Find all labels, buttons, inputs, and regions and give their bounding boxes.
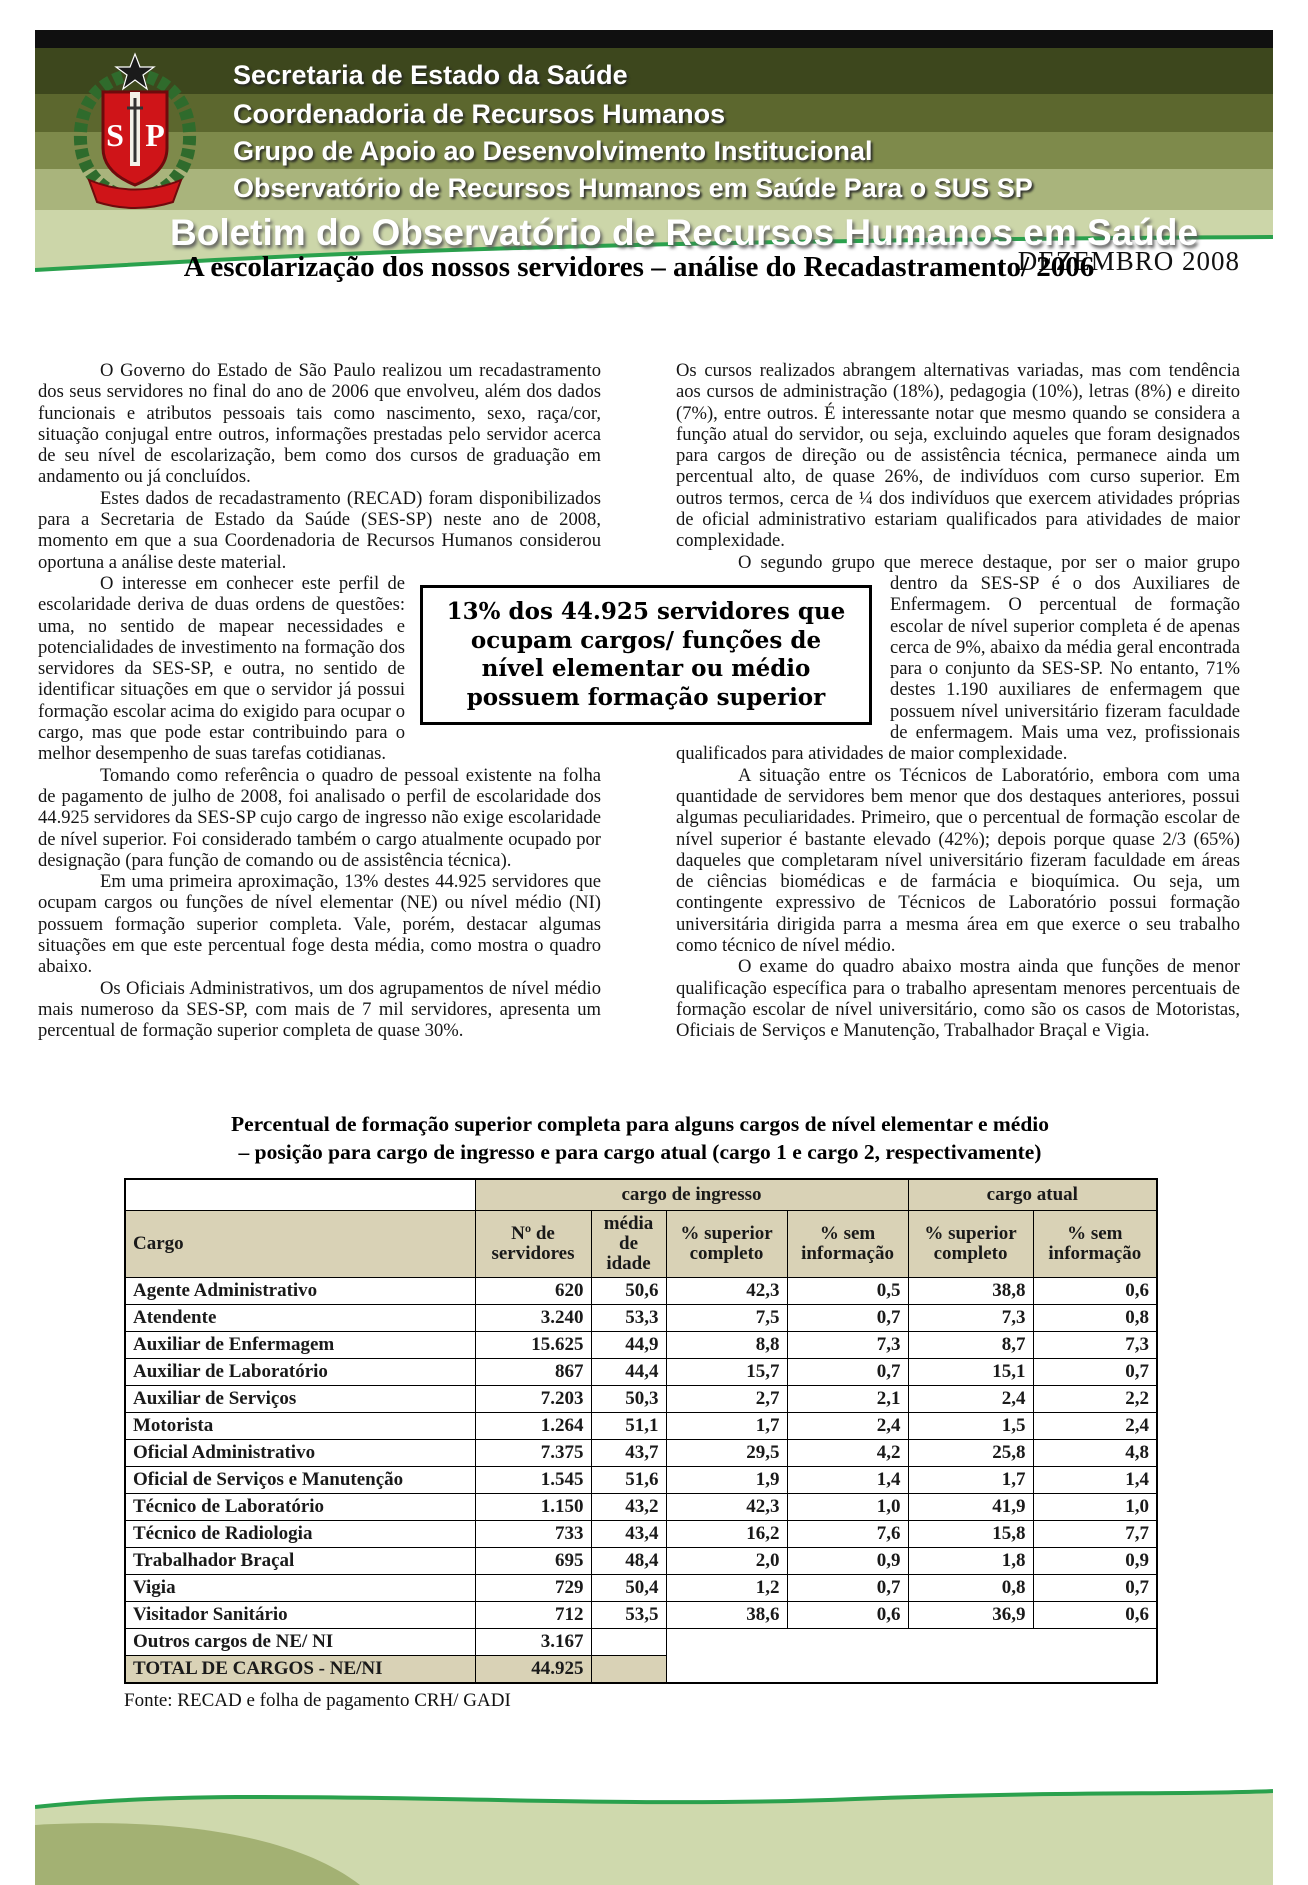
paragraph: Os Oficiais Administrativos, um dos agrupamentos de nível médio mais numeroso da SES-SP, com mais de 7 mil servidores, apresenta um percentual de formação superior completa de quase 30%.: [38, 977, 601, 1042]
paragraph: A situação entre os Técnicos de Laboratório, embora com uma quantidade de servidores bem menor que dos destaques anteriores, possui algumas peculiaridades. Primeiro, que o percentual de formação escolar de nível superior é bastante elevado (42%); depois porque quase 2/3 (65%) daqueles que completaram nível universitário fizeram faculdade em áreas de ciências biomédicas e de farmácia e bioquímica. Ou seja, um contingente expressivo de Técnicos de Laboratório possui formação universitária dirigida parra a mesma área em que exerce o seu trabalho como técnico de nível médio.: [676, 764, 1240, 957]
table-cell-blank: [666, 1656, 1157, 1684]
table-cell: 2,1: [787, 1386, 908, 1413]
table-cell: Técnico de Laboratório: [125, 1494, 475, 1521]
table-cell: 1,0: [1033, 1494, 1157, 1521]
org-line-coordenadoria: Coordenadoria de Recursos Humanos: [233, 99, 726, 129]
table-cell: 1,9: [666, 1467, 787, 1494]
table-row: [125, 1467, 1157, 1494]
table-cell: 43,7: [591, 1440, 666, 1467]
header-top-bar: [35, 30, 1273, 48]
org-line-grupo-apoio: Grupo de Apoio ao Desenvolvimento Institucional: [233, 136, 873, 166]
table-cell: 7,3: [908, 1305, 1033, 1332]
table-group-header-row: [125, 1179, 1157, 1211]
table-cell: 712: [475, 1602, 591, 1629]
table-cell: 867: [475, 1359, 591, 1386]
table-cell: 1,7: [908, 1467, 1033, 1494]
column-header-pct-sem-info-atual: % sem informação: [1033, 1211, 1157, 1278]
table-cell: Auxiliar de Laboratório: [125, 1359, 475, 1386]
table-cell: Visitador Sanitário: [125, 1602, 475, 1629]
table-cell: 2,4: [787, 1413, 908, 1440]
table-row: [125, 1440, 1157, 1467]
table-cell-empty: [591, 1656, 666, 1684]
table-cell: 695: [475, 1548, 591, 1575]
table-row-outros: [125, 1629, 1157, 1656]
paragraph: O Governo do Estado de São Paulo realizou um recadastramento dos seus servidores no final do ano de 2006 que envolveu, além dos dados funcionais e atributos pessoais tais como nascimento, sexo, raça/cor, situação conjugal entre outros, informações prestadas pelo servidor acerca de seu nível de escolarização, bem como dos cursos de graduação em andamento ou já concluídos.: [38, 360, 601, 488]
table-row-total: [125, 1656, 1157, 1684]
table-cell: 0,6: [1033, 1602, 1157, 1629]
table-cell: 53,5: [591, 1602, 666, 1629]
table-cell: 38,8: [908, 1278, 1033, 1305]
table-cell: 4,8: [1033, 1440, 1157, 1467]
education-by-position-table: [124, 1178, 1158, 1684]
table-row: [125, 1494, 1157, 1521]
table-cell-empty: [591, 1629, 666, 1656]
table-cell: 1,2: [666, 1575, 787, 1602]
table-cell: 43,4: [591, 1521, 666, 1548]
table-cell: 733: [475, 1521, 591, 1548]
table-cell: 7,6: [787, 1521, 908, 1548]
table-cell: Atendente: [125, 1305, 475, 1332]
table-cell: 729: [475, 1575, 591, 1602]
table-row: [125, 1386, 1157, 1413]
table-cell: 42,3: [666, 1278, 787, 1305]
table-cell: 16,2: [666, 1521, 787, 1548]
table-cell: 3.240: [475, 1305, 591, 1332]
issue-date: DEZEMBRO 2008: [1017, 246, 1240, 276]
table-cell: 1.264: [475, 1413, 591, 1440]
table-cell: 1.150: [475, 1494, 591, 1521]
paragraph-part: dentro da SES-SP é o dos Auxiliares de Enfermagem. O percentual de formação escolar de nível superior completa é de apenas cerca de 9%, abaixo da média geral encontrada para o conjunto da SES-SP. No entanto, 71% destes 1.190 auxiliares de enfermagem que possuem nível universitário fizeram faculdade de enfermagem. Mais uma vez, profissionais qualificados para atividades de maior complexidade.: [676, 572, 1240, 765]
table-row: [125, 1305, 1157, 1332]
table-caption-line2: – posição para cargo de ingresso e para cargo atual (cargo 1 e cargo 2, respectivamente): [238, 1140, 1042, 1164]
paragraph: Em uma primeira aproximação, 13% destes 44.925 servidores que ocupam cargos ou funções de nível elementar (NE) ou nível médio (NI) possuem formação superior completa. Vale, porém, destacar algumas situações em que este percentual foge desta média, como mostra o quadro abaixo.: [38, 871, 601, 978]
table-cell: 7,3: [1033, 1332, 1157, 1359]
table-cell: 44,9: [591, 1332, 666, 1359]
table-row: [125, 1278, 1157, 1305]
table-cell: 50,3: [591, 1386, 666, 1413]
table-cell: 0,8: [1033, 1305, 1157, 1332]
table-cell-empty: [125, 1179, 475, 1211]
table-cell: 620: [475, 1278, 591, 1305]
table-cell: 53,3: [591, 1305, 666, 1332]
table-cell: 41,9: [908, 1494, 1033, 1521]
table-cell: 0,9: [787, 1548, 908, 1575]
table-row: [125, 1332, 1157, 1359]
table-cell: Motorista: [125, 1413, 475, 1440]
table-cell: 1.545: [475, 1467, 591, 1494]
column-header-pct-superior-atual: % superior completo: [908, 1211, 1033, 1278]
org-line-observatorio: Observatório de Recursos Humanos em Saúde Para o SUS SP: [233, 173, 1033, 203]
table-cell-blank: [666, 1629, 1157, 1656]
table-cell: 0,7: [787, 1359, 908, 1386]
paragraph: O interesse em conhecer este perfil de escolaridade deriva de duas ordens de questões: uma, no sentido de mapear necessidades e potencialidades de investimento na formação dos servidores da SES-SP, e outra, no sentido de identificar situações em que o servidor já possui formação escolar acima do exigido para ocupar o cargo, mas que pode estar contribuindo para o melhor desempenho de suas tarefas cotidianas.: [38, 572, 405, 765]
data-table-section: [124, 1110, 1156, 1712]
paragraph-part: O segundo grupo que merece destaque, por ser o maior grupo: [738, 551, 1240, 573]
table-cell: 1,8: [908, 1548, 1033, 1575]
table-cell: Oficial de Serviços e Manutenção: [125, 1467, 475, 1494]
table-cell: 15,7: [666, 1359, 787, 1386]
highlight-callout-box: 13% dos 44.925 servidores que ocupam cargos/ funções de nível elementar ou médio possuem formação superior: [420, 585, 872, 725]
table-cell: 38,6: [666, 1602, 787, 1629]
table-cell: 7,3: [787, 1332, 908, 1359]
table-row: [125, 1521, 1157, 1548]
table-cell: TOTAL DE CARGOS - NE/NI: [125, 1656, 475, 1684]
table-cell: 7,7: [1033, 1521, 1157, 1548]
table-cell: 15,1: [908, 1359, 1033, 1386]
paragraph: Estes dados de recadastramento (RECAD) foram disponibilizados para a Secretaria de Estado da Saúde (SES-SP) neste ano de 2008, momento em que a sua Coordenadoria de Recursos Humanos considerou oportuna a análise deste material.: [38, 487, 601, 573]
table-cell: 29,5: [666, 1440, 787, 1467]
paragraph: Os cursos realizados abrangem alternativas variadas, mas com tendência aos cursos de administração (18%), pedagogia (10%), letras (8%) e direito (7%), entre outros. É interessante notar que mesmo quando se considera a função atual do servidor, ou seja, excluindo aqueles que foram designados para cargos de direção ou de assistência técnica, permanece ainda um percentual alto, de quase 26%, de indivíduos com curso superior. Em outros termos, cerca de ¼ dos indivíduos que exercem atividades próprias de oficial administrativo estariam qualificados para atividades de maior complexidade.: [676, 360, 1240, 552]
header-banner: [35, 30, 1273, 272]
table-cell: Trabalhador Braçal: [125, 1548, 475, 1575]
table-cell: 0,6: [787, 1602, 908, 1629]
table-cell: 2,2: [1033, 1386, 1157, 1413]
table-cell: Técnico de Radiologia: [125, 1521, 475, 1548]
table-cell: 8,8: [666, 1332, 787, 1359]
column-header-media-idade: média de idade: [591, 1211, 666, 1278]
table-cell: 2,7: [666, 1386, 787, 1413]
bulletin-title: Boletim do Observatório de Recursos Humanos em Saúde: [170, 212, 1199, 253]
table-cell: 2,4: [1033, 1413, 1157, 1440]
table-cell: 2,4: [908, 1386, 1033, 1413]
table-cell: 48,4: [591, 1548, 666, 1575]
table-cell: 3.167: [475, 1629, 591, 1656]
table-cell: 0,7: [1033, 1575, 1157, 1602]
table-cell: 51,6: [591, 1467, 666, 1494]
column-header-pct-sem-info-ingresso: % sem informação: [787, 1211, 908, 1278]
table-cell: 8,7: [908, 1332, 1033, 1359]
table-cell: 43,2: [591, 1494, 666, 1521]
table-cell: 7,5: [666, 1305, 787, 1332]
table-cell: 0,6: [1033, 1278, 1157, 1305]
column-header-n-servidores: Nº de servidores: [475, 1211, 591, 1278]
table-cell: 7.203: [475, 1386, 591, 1413]
group-header-cargo-atual: cargo atual: [908, 1179, 1157, 1211]
table-row: [125, 1602, 1157, 1629]
table-cell: 0,7: [1033, 1359, 1157, 1386]
table-cell: 50,4: [591, 1575, 666, 1602]
table-row: [125, 1359, 1157, 1386]
table-cell: 15,8: [908, 1521, 1033, 1548]
column-header-cargo: Cargo: [125, 1211, 475, 1278]
table-cell: 1,4: [1033, 1467, 1157, 1494]
table-cell: Outros cargos de NE/ NI: [125, 1629, 475, 1656]
table-cell: Vigia: [125, 1575, 475, 1602]
column-header-pct-superior-ingresso: % superior completo: [666, 1211, 787, 1278]
table-source-note: Fonte: RECAD e folha de pagamento CRH/ GADI: [124, 1690, 511, 1711]
table-cell: 36,9: [908, 1602, 1033, 1629]
table-cell: 0,9: [1033, 1548, 1157, 1575]
group-header-cargo-ingresso: cargo de ingresso: [475, 1179, 908, 1211]
table-cell: 0,7: [787, 1575, 908, 1602]
table-cell: 1,0: [787, 1494, 908, 1521]
table-row: [125, 1548, 1157, 1575]
table-cell: 0,5: [787, 1278, 908, 1305]
table-cell: 25,8: [908, 1440, 1033, 1467]
table-cell: 0,8: [908, 1575, 1033, 1602]
org-line-secretaria: Secretaria de Estado da Saúde: [233, 60, 628, 90]
table-header-row: [125, 1211, 1157, 1278]
table-caption-line1: Percentual de formação superior completa para alguns cargos de nível elementar e médio: [230, 1112, 1050, 1136]
table-cell: 50,6: [591, 1278, 666, 1305]
table-cell: 42,3: [666, 1494, 787, 1521]
paragraph: O exame do quadro abaixo mostra ainda que funções de menor qualificação específica para o trabalho apresentam menores percentuais de formação escolar de nível universitário, como são os casos de Motoristas, Oficiais de Serviços e Manutenção, Trabalhador Braçal e Vigia.: [676, 956, 1240, 1042]
table-cell: 0,7: [787, 1305, 908, 1332]
table-cell: 51,1: [591, 1413, 666, 1440]
table-cell: 1,7: [666, 1413, 787, 1440]
table-cell: 4,2: [787, 1440, 908, 1467]
footer-wave-graphic: [35, 1755, 1273, 1885]
paragraph: Tomando como referência o quadro de pessoal existente na folha de pagamento de julho de 2008, foi analisado o perfil de escolaridade dos 44.925 servidores da SES-SP cujo cargo de ingresso não exige escolaridade de nível superior. Foi considerado também o cargo atualmente ocupado por designação (para função de comando ou de assistência técnica).: [38, 764, 601, 871]
table-cell: Auxiliar de Serviços: [125, 1386, 475, 1413]
article-title: A escolarização dos nossos servidores – análise do Recadastramento/ 2006: [183, 251, 1095, 283]
table-cell: 2,0: [666, 1548, 787, 1575]
table-cell: 7.375: [475, 1440, 591, 1467]
table-caption: [124, 1110, 1156, 1166]
svg-text:P: P: [145, 117, 165, 153]
table-cell: 1,5: [908, 1413, 1033, 1440]
sao-paulo-coat-of-arms-icon: [55, 52, 215, 210]
table-cell: Oficial Administrativo: [125, 1440, 475, 1467]
table-cell: Auxiliar de Enfermagem: [125, 1332, 475, 1359]
table-cell: 44,4: [591, 1359, 666, 1386]
table-cell: 15.625: [475, 1332, 591, 1359]
table-row: [125, 1575, 1157, 1602]
table-cell: Agente Administrativo: [125, 1278, 475, 1305]
table-cell: 44.925: [475, 1656, 591, 1684]
svg-text:S: S: [106, 117, 124, 153]
table-cell: 1,4: [787, 1467, 908, 1494]
table-row: [125, 1413, 1157, 1440]
header-band-1: [35, 48, 1273, 94]
